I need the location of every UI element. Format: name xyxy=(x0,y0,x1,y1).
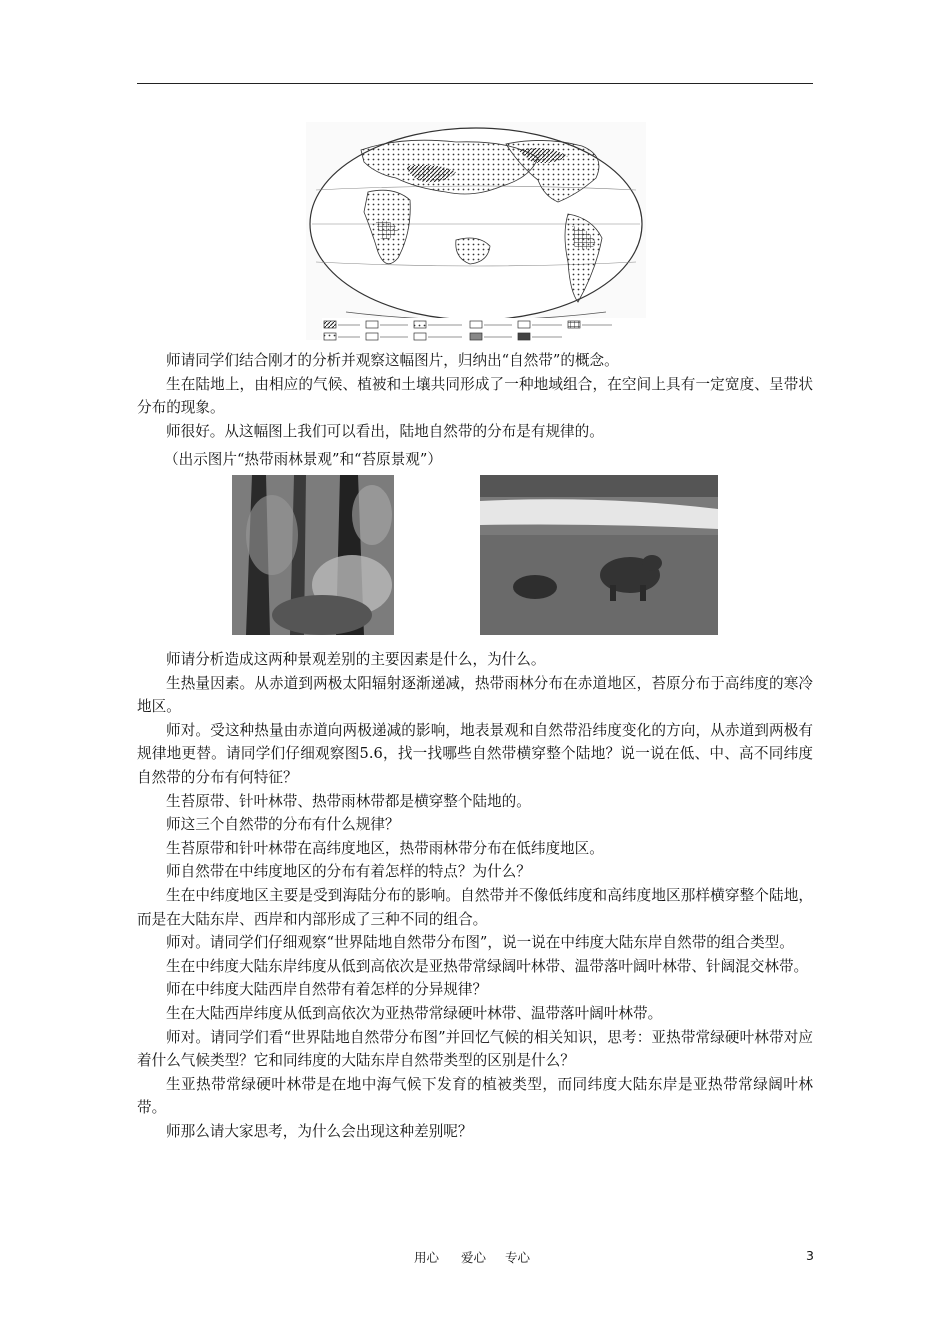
paragraph: 生苔原带、针叶林带、热带雨林带都是横穿整个陆地的。 xyxy=(166,792,531,810)
paragraph: 师对。请同学们看“世界陆地自然带分布图”并回忆气候的相关知识，思考：亚热带常绿硬叶林带对应着什么气候类型？它和同纬度的大陆东岸自然带类型的区别是什么？ xyxy=(137,1028,813,1070)
footer-motto-2: 爱心 xyxy=(461,1250,487,1265)
paragraph: 师请同学们结合刚才的分析并观察这幅图片，归纳出“自然带”的概念。 xyxy=(166,352,619,369)
dialogue-section-2 xyxy=(137,648,813,1143)
paragraph: 生热量因素。从赤道到两极太阳辐射逐渐递减，热带雨林分布在赤道地区，苔原分布于高纬度的寒冷地区。 xyxy=(137,674,813,716)
paragraph: 师在中纬度大陆西岸自然带有着怎样的分异规律？ xyxy=(166,981,488,999)
dialogue-section-1 xyxy=(137,349,813,443)
paragraph: 生苔原带和针叶林带在高纬度地区，热带雨林带分布在低纬度地区。 xyxy=(166,839,604,857)
paragraph: 师自然带在中纬度地区的分布有着怎样的特点？为什么？ xyxy=(166,863,531,881)
page-number: 3 xyxy=(806,1248,814,1263)
paragraph: 师对。受这种热量由赤道向两极递减的影响，地表景观和自然带沿纬度变化的方向，从赤道到两极有规律地更替。请同学们仔细观察图5.6，找一找哪些自然带横穿整个陆地？说一说在低、中、高不同纬度自然带的分布有何特征？ xyxy=(137,721,813,786)
paragraph: 师那么请大家思考，为什么会出现这种差别呢？ xyxy=(166,1122,473,1140)
paragraph: 师这三个自然带的分布有什么规律？ xyxy=(166,816,400,834)
paragraph: 生在陆地上，由相应的气候、植被和土壤共同形成了一种地域组合，在空间上具有一定宽度、呈带状分布的现象。 xyxy=(137,375,813,417)
paragraph: 师请分析造成这两种景观差别的主要因素是什么，为什么。 xyxy=(166,651,546,668)
map-legend xyxy=(322,318,650,344)
paragraph: 生在大陆西岸纬度从低到高依次为亚热带常绿硬叶林带、温带落叶阔叶林带。 xyxy=(166,1004,663,1022)
paragraph: 生在中纬度地区主要是受到海陆分布的影响。自然带并不像低纬度和高纬度地区那样横穿整个陆地，而是在大陆东岸、西岸和内部形成了三种不同的组合。 xyxy=(137,886,813,928)
paragraph: 生亚热带常绿硬叶林带是在地中海气候下发育的植被类型，而同纬度大陆东岸是亚热带常绿阔叶林带。 xyxy=(137,1075,813,1117)
footer-motto-1: 用心 xyxy=(414,1250,440,1265)
paragraph: 生在中纬度大陆东岸纬度从低到高依次是亚热带常绿阔叶林带、温带落叶阔叶林带、针阔混交林带。 xyxy=(166,957,809,975)
rainforest-photo xyxy=(232,475,394,635)
paragraph: 师很好。从这幅图上我们可以看出，陆地自然带的分布是有规律的。 xyxy=(166,422,604,440)
world-natural-zones-map xyxy=(306,122,646,340)
tundra-photo xyxy=(480,475,718,635)
footer-motto-3: 专心 xyxy=(505,1250,531,1265)
paragraph: 师对。请同学们仔细观察“世界陆地自然带分布图”，说一说在中纬度大陆东岸自然带的组合类型。 xyxy=(166,934,794,952)
figure-caption: （出示图片“热带雨林景观”和“苔原景观”） xyxy=(164,451,442,468)
header-rule xyxy=(137,83,813,84)
